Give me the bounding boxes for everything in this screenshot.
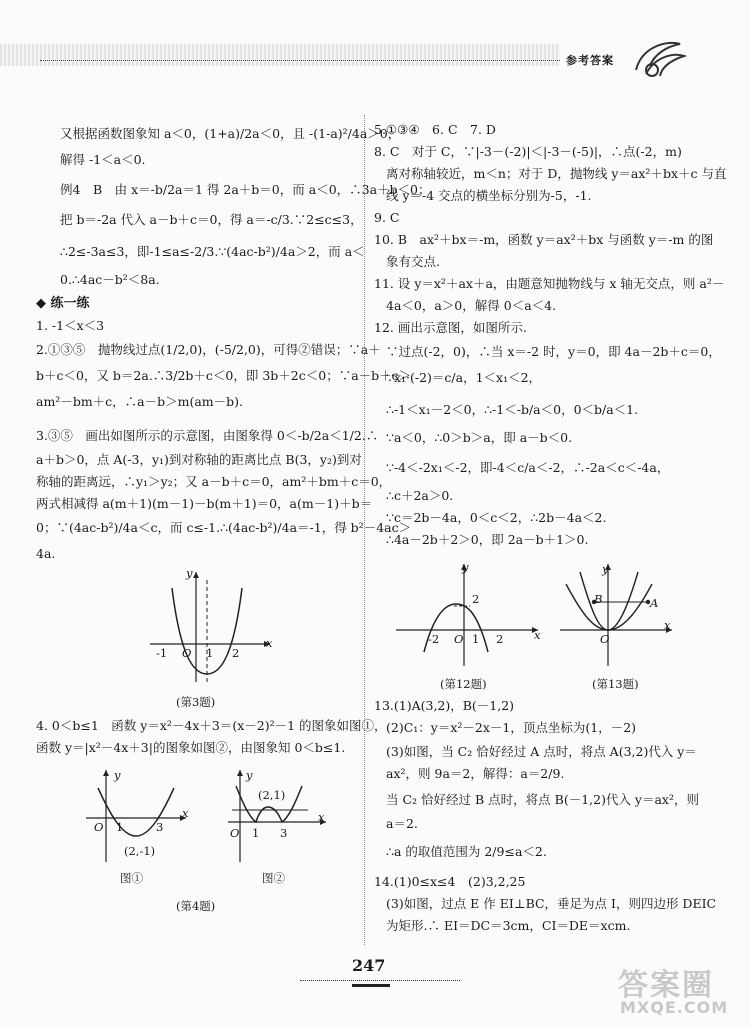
right-line: ∵-4＜-2x₁＜-2，即-4＜c/a＜-2，∴-2a＜c＜-4a， — [386, 460, 670, 475]
fig3-tick-2: 2 — [232, 646, 240, 660]
left-line: 解得 -1＜a＜0. — [60, 152, 146, 167]
fig3-tick-neg1: -1 — [156, 646, 168, 660]
left-line: 1. -1＜x＜3 — [36, 318, 105, 333]
right-line: 为矩形.∴ EI＝DC＝3cm，CI＝DE＝xcm. — [386, 918, 631, 933]
footer-bar — [352, 984, 390, 987]
left-line: am²－bm＋c，∴a－b＞m(am－b). — [36, 394, 244, 409]
left-line: 0；∵(4ac-b²)/4a＜c，而 c≤-1.∴(4ac-b²)/4a＝-1，得 b²－4ac＞ — [36, 520, 412, 535]
right-line: (3)如图，过点 E 作 EI⊥BC，垂足为点 I，则四边形 DEIC — [386, 896, 717, 911]
fig4-1-tick-1: 1 — [116, 820, 124, 834]
right-line: 10. B ax²＋bx＝-m，函数 y＝ax²＋bx 与函数 y＝-m 的图 — [374, 232, 714, 247]
right-line: ∴a 的取值范围为 2/9≤a＜2. — [386, 844, 547, 859]
header-swirl-icon — [628, 36, 688, 80]
fig3-tick-1: 1 — [206, 646, 214, 660]
right-line: ax²，则 9a＝2，解得：a＝2/9. — [386, 766, 565, 781]
right-line: 当 C₂ 恰好经过 B 点时，将点 B(－1,2)代入 y＝ax²，则 — [386, 792, 699, 807]
fig4-2-tick-1: 1 — [252, 826, 260, 840]
right-line: ∵c＝2b－4a，0＜c＜2，∴2b－4a＜2. — [386, 510, 607, 525]
fig12-tick-1: 1 — [472, 632, 480, 646]
right-line: 11. 设 y＝x²＋ax＋a，由题意知抛物线与 x 轴无交点，则 a²－ — [374, 276, 725, 291]
fig13-y-label: y — [602, 562, 609, 576]
left-line: 2.①③⑤ 抛物线过点(1/2,0)，(-5/2,0)，可得②错误；∵a＋ — [36, 342, 381, 357]
right-line: 12. 画出示意图，如图所示. — [374, 320, 527, 335]
fig12-x-label: x — [534, 628, 541, 642]
fig12-tick-2: 2 — [496, 632, 504, 646]
right-line: 4a＜0，a＞0，解得 0＜a＜4. — [386, 298, 557, 313]
fig4-caption: (第4题) — [176, 899, 216, 913]
fig4-1-vertex-label: (2,-1) — [124, 844, 156, 858]
right-line: 13.(1)A(3,2)，B(－1,2) — [374, 698, 515, 713]
right-line: 线 y＝-4 交点的横坐标分别为-5，-1. — [386, 188, 592, 203]
left-line: 两式相减得 a(m＋1)(m－1)－b(m＋1)＝0，a(m－1)＋b＝ — [36, 496, 373, 511]
footer-rule — [300, 980, 460, 981]
fig13-x-label: x — [664, 618, 671, 632]
header-title: 参考答案 — [566, 54, 614, 67]
right-line: 14.(1)0≤x≤4 (2)3,2,25 — [374, 874, 526, 889]
fig13-caption: (第13题) — [592, 677, 639, 691]
fig13-point-B: B — [594, 592, 603, 606]
page-number: 247 — [352, 956, 386, 975]
fig12-y-tick-2: 2 — [472, 592, 480, 606]
left-line: 3.③⑤ 画出如图所示的示意图，由图象得 0＜-b/2a＜1/2.∴ — [36, 428, 379, 443]
section-heading: ◆ 练一练 — [36, 296, 90, 311]
fig4-2-y-label: y — [246, 768, 253, 782]
left-line: 4a. — [36, 546, 56, 561]
right-line: 5.①③④ 6. C 7. D — [374, 122, 496, 137]
fig12-tick-neg2: -2 — [428, 632, 440, 646]
right-line: a＝2. — [386, 816, 418, 831]
fig4-1-origin: O — [94, 820, 104, 834]
figure-13-graph — [558, 560, 676, 670]
left-line: 函数 y＝|x²－4x＋3|的图象如图②，由图象知 0＜b≤1. — [36, 740, 346, 755]
fig12-origin: O — [454, 632, 464, 646]
fig4-sub2-caption: 图② — [262, 871, 285, 885]
watermark — [614, 960, 744, 1020]
left-line: 又根据函数图象知 a＜0，(1+a)/2a＜0，且 -(1-a)²/4a＞0， — [60, 126, 401, 141]
fig13-point-A: A — [650, 596, 659, 610]
left-line: ∴2≤-3a≤3，即-1≤a≤-2/3.∵(4ac-b²)/4a＞2，而 a＜ — [60, 244, 365, 259]
right-line: 9. C — [374, 210, 400, 225]
fig4-2-tick-3: 3 — [280, 826, 288, 840]
watermark-url: MXQE.COM — [620, 998, 729, 1017]
right-line: ∴-1＜x₁－2＜0，∴-1＜-b/a＜0，0＜b/a＜1. — [386, 402, 639, 417]
left-line: 4. 0＜b≤1 函数 y＝x²－4x＋3＝(x－2)²－1 的图象如图①， — [36, 718, 387, 733]
right-line: (3)如图，当 C₂ 恰好经过 A 点时，将点 A(3,2)代入 y＝ — [386, 744, 697, 759]
right-line: ∴c＋2a＞0. — [386, 488, 454, 503]
fig4-1-x-label: x — [182, 806, 189, 820]
figure-3-graph — [140, 566, 280, 688]
right-line: 8. C 对于 C，∵|-3－(-2)|＜|-3－(-5)|，∴点(-2，m) — [374, 144, 682, 159]
figure-4-graph-2 — [226, 766, 332, 866]
left-line: a＋b＞0，点 A(-3，y₁)到对称轴的距离比点 B(3，y₂)到对 — [36, 452, 362, 467]
fig12-caption: (第12题) — [440, 677, 487, 691]
fig13-origin: O — [600, 632, 610, 646]
fig3-y-label: y — [186, 566, 193, 580]
header-band — [0, 44, 560, 66]
fig4-2-x-label: x — [318, 810, 325, 824]
watermark-text: 答案圈 — [618, 968, 714, 1003]
fig3-x-label: x — [266, 636, 273, 650]
left-line: b＋c＜0，又 b＝2a.∴3/2b＋c＜0，即 3b＋2c＜0；∵a－b＋c＞ — [36, 368, 412, 383]
header-rule — [40, 60, 560, 61]
fig3-origin: O — [182, 646, 192, 660]
fig4-2-origin: O — [230, 826, 240, 840]
right-line: ∴4a－2b＋2＞0，即 2a－b＋1＞0. — [386, 532, 589, 547]
fig4-1-tick-3: 3 — [156, 820, 164, 834]
right-line: ∵x₁·(-2)＝c/a，1＜x₁＜2， — [386, 370, 542, 385]
left-line: 例4 B 由 x＝-b/2a＝1 得 2a＋b＝0，而 a＜0，∴3a＋b＜0； — [60, 182, 431, 197]
fig4-sub1-caption: 图① — [120, 871, 143, 885]
fig4-2-vertex-label: (2,1) — [258, 788, 286, 802]
right-line: (2)C₁：y＝x²－2x－1，顶点坐标为(1，－2) — [386, 720, 637, 735]
left-line: 把 b＝-2a 代入 a－b＋c＝0，得 a＝-c/3.∵2≤c≤3， — [60, 212, 363, 227]
fig4-1-y-label: y — [114, 768, 121, 782]
right-line: ∵过点(-2，0)，∴当 x＝-2 时，y＝0，即 4a－2b＋c＝0， — [386, 344, 721, 359]
right-line: ∵a＜0，∴0＞b＞a，即 a－b＜0. — [386, 430, 573, 445]
fig3-caption: (第3题) — [176, 695, 216, 709]
fig12-y-label: y — [462, 560, 469, 574]
figure-12-graph — [394, 560, 544, 670]
left-line: 称轴的距离远，∴y₁＞y₂；又 a－b＋c＝0，am²＋bm＋c＝0， — [36, 474, 392, 489]
left-line: 0.∴4ac－b²＜8a. — [60, 272, 160, 287]
right-line: 离对称轴较近，m＜n；对于 D，抛物线 y＝ax²＋bx＋c 与直 — [386, 166, 727, 181]
right-line: 象有交点. — [386, 254, 440, 269]
